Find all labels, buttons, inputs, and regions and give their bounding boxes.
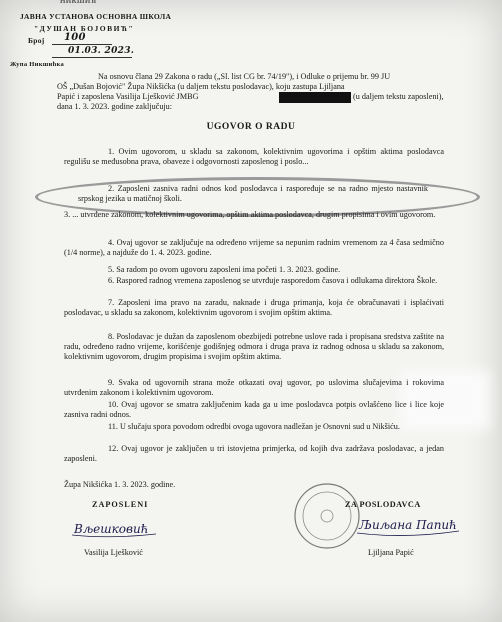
stamp-line-2: "ДУШАН БОЈОВИЋ"	[34, 24, 135, 33]
article-5: 5. Sa radom po ovom ugovoru zaposleni ima početi 1. 3. 2023. godine.	[108, 265, 341, 274]
place-and-date: Župa Nikšićka 1. 3. 2023. godine.	[64, 480, 176, 489]
employer-role-label: ZA POSLODAVCA	[345, 500, 421, 509]
article-9: 9. Svaka od ugovornih strana može otkazati ovaj ugovor, po uslovima slučajevima i rokovima utvrđenim zakonom i kolektivnim ugovorom.	[64, 378, 444, 398]
official-seal	[292, 480, 362, 552]
employee-signature	[70, 518, 160, 540]
employee-name: Vasilija Lješković	[84, 548, 143, 557]
employee-role-label: ZAPOSLENI	[92, 500, 149, 509]
employer-name: Ljiljana Papić	[368, 548, 414, 557]
document-title: UGOVOR O RADU	[206, 122, 296, 132]
article-7: 7. Zaposleni ima pravo na zaradu, naknade i druga primanja, koja će obračunavati i isplaćivati poslodavac, u skladu sa zakonom, kolektivnim ugovorom i svojim opštim aktima.	[64, 298, 444, 318]
intro-line-5: dana 1. 3. 2023. godine zaključuju:	[57, 102, 173, 111]
stamp-date-value: 01.03. 2023.	[68, 46, 135, 56]
intro-line-2: OŠ „Dušan Bojović" Župa Nikšićka (u daljem tekstu poslodavac), koju zastupa Ljiljana	[57, 82, 345, 91]
article-3: 3. ... utvrđene zakonom, kolektivnim ugovorima, opštim aktima poslodavca, drugim propisima i ovim ugovorom.	[64, 210, 436, 219]
employee-signature-text: Вљешковић	[74, 522, 149, 536]
stamp-line-1: ЈАВНА УСТАНОВА ОСНОВНА ШКОЛА	[20, 12, 172, 21]
article-11: 11. U slučaju spora povodom odredbi ovoga ugovora nadležan je Osnovni sud u Nikšiću.	[108, 422, 400, 431]
stamp-broj-label: Број	[28, 36, 45, 45]
article-2: 2. Zaposleni zasniva radni odnos kod poslodavca i raspoređuje se na radno mjesto nastavnik srpskog jezika u matičnoj školi.	[78, 184, 428, 204]
stamp-broj-value: 100	[64, 32, 86, 43]
redacted-jmbg	[279, 92, 351, 103]
intro-line-3: Papić i zaposlena Vasilija Lješković JMBG	[57, 92, 199, 101]
intro-line-4: (u daljem tekstu zaposleni),	[353, 92, 444, 101]
stamp-city-label: Жупа Никшићка	[10, 61, 64, 68]
employer-signature	[355, 505, 465, 545]
employer-signature-text: Љиљана Папић	[359, 518, 457, 532]
intro-line-1: Na osnovu člana 29 Zakona o radu („Sl. list CG br. 74/19"), i Odluke o prijemu br. 99 JU	[98, 72, 391, 81]
stamp-top-line: НИКШИЋ	[60, 0, 97, 5]
article-1: 1. Ovim ugovorom, u skladu sa zakonom, kolektivnim ugovorima i opštim aktima poslodavca regulišu se međusobna prava, obaveze i odgovornosti zaposlenog i poslo...	[64, 147, 444, 167]
article-10: 10. Ovaj ugovor se smatra zaključenim kada ga u ime poslodavca potpis ovlašćeno lice i lice koje zasniva radni odnos.	[64, 400, 444, 420]
article-12: 12. Ovaj ugovor je zaključen u tri istovjetna primjerka, od kojih dva zadržava poslodavac, a jedan zaposleni.	[64, 444, 444, 464]
article-6: 6. Raspored radnog vremena zaposlenog se utvrđuje rasporedom časova i odlukama direktora Škole.	[108, 276, 438, 285]
article-4: 4. Ovaj ugovor se zaključuje na određeno vrijeme sa nepunim radnim vremenom za 4 časa sedmično (1/4 norme), a najduže do 1. 4. 2023. godine.	[64, 238, 444, 258]
school-stamp	[10, 0, 190, 72]
article-8: 8. Poslodavac je dužan da zaposlenom obezbijedi potrebne uslove rada i propisana sredstva zaštite na radu, određeno radno vrijeme, korišćenje godišnjeg odmora i druga prava iz radnog odnosa u skladu sa zakonom, kolektivnim ugovorom, drugim propisima i svojim opštim aktima.	[64, 332, 444, 362]
